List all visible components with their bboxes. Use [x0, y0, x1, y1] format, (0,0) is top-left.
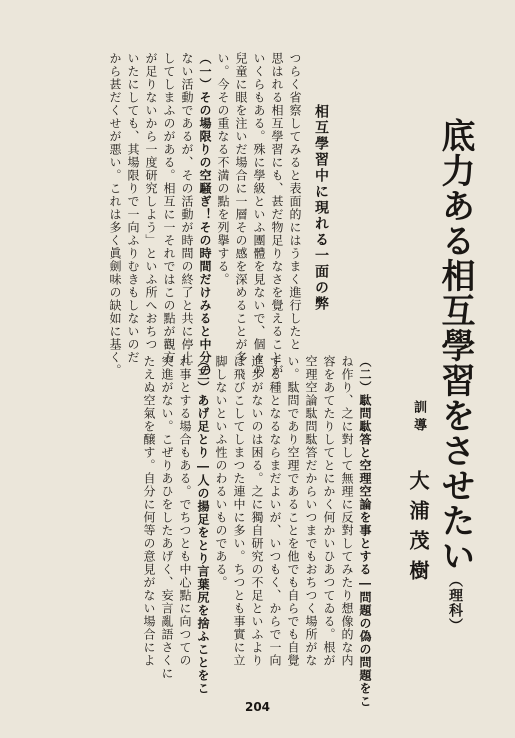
page-number: 204: [244, 700, 271, 714]
text-column: から甚だくせが悪い。これは多く眞劍味の缺如に基く。: [108, 52, 122, 377]
text-column: 空理空論駄問駄答だからいつまでもおちつく場所がな: [304, 355, 318, 667]
text-column: いたにしても、其場限りで一向ふりむきもしないのだ: [126, 52, 140, 364]
text-column: してしまふのがある。相互に一それではこの點が觀方: [162, 52, 176, 364]
author-name: 大浦茂樹: [406, 470, 430, 590]
text-column: い。今その重なる不満の點を列擧する。: [216, 52, 230, 286]
title-text: 底力ある相互學習をさせたい: [435, 118, 475, 573]
text-column: 容をあてたりしてとにかく何かいひあつてゐる。根が: [322, 355, 336, 667]
text-column: は飛びこしてしまつた連中に多い。ちつとも事實に立: [232, 355, 246, 667]
text-column: （一）その場限りの空騒ぎ！その時間だけみると中分の: [198, 52, 212, 377]
text-column: たえぬ空氣を醸す。自分に何等の意見がない場合によ: [142, 355, 156, 667]
text-column: 進歩がないのは困る。之に獨自研究の不足といふより: [250, 355, 264, 667]
section-heading: 相互學習中に現れる一面の弊: [313, 104, 329, 312]
text-column: いくらもある。殊に學級といふ團體を見ないで、個々の: [252, 52, 266, 377]
text-column: ない活動であるが、その活動が時間の終了と共に停止: [180, 52, 194, 364]
text-column: つらく省察してみると表面的にはうまく進行したと: [288, 52, 302, 351]
text-column: 突進がない。こぜりあひをしたあげく、妄言亂語さくに: [160, 355, 174, 680]
text-column: い。駄問であり空理であることを他でも自らでも自覺: [286, 355, 300, 667]
text-column: する種となるならまだよいが、いつもく、からで一向: [268, 355, 282, 667]
article-title: [437, 118, 473, 633]
text-column: （二）駄問駄答と空理空論を事とする―問題の偽の問題をこ: [358, 355, 372, 708]
text-column: ね作り、之に對して無理に反對してみたり想像的な内: [340, 355, 354, 667]
byline: [404, 400, 433, 590]
text-column: 兒童に眼を注いだ場合に一層その感を深めることが多: [234, 52, 248, 364]
text-column: れ事とする場合もある。でちつとも中心點に向つての: [178, 355, 192, 667]
subject-label: （理科）: [447, 573, 463, 633]
text-column: が足りないから一度研究しよう」といふ所へおちつ: [144, 52, 158, 351]
byline-role: 訓導: [411, 400, 426, 436]
text-column: （三）あげ足とり―人の揚足をとり言葉尻を捨ふことをこ: [196, 355, 210, 695]
text-column: 思はれる相互學習にも、甚だ物足りなさを覺えることが: [270, 52, 284, 377]
text-column: 脚しないといふ性のわるいものである。: [214, 355, 228, 589]
